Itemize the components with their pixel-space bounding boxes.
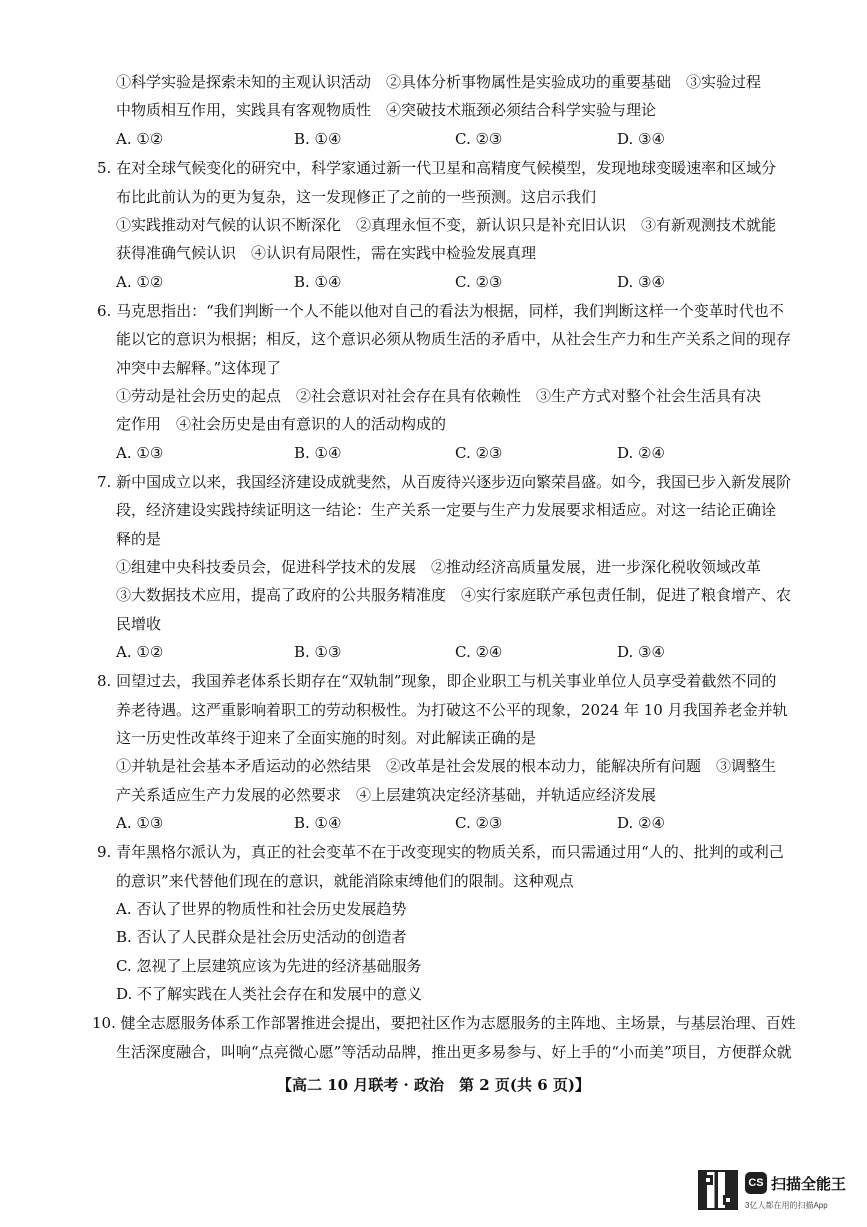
q8-stem-line-3: 这一历史性改革终于迎来了全面实施的时刻。对此解读正确的是 — [116, 729, 537, 747]
q7-option-d: D. ③④ — [617, 643, 665, 661]
q7-option-c: C. ②④ — [455, 643, 503, 661]
q8-statement-line-1: ①并轨是社会基本矛盾运动的必然结果 ②改革是社会发展的根本动力，能解决所有问题 ③调整生 — [116, 757, 777, 775]
q6-statement-line-1: ①劳动是社会历史的起点 ②社会意识对社会存在具有依赖性 ③生产方式对整个社会生活具有决 — [116, 387, 762, 405]
app-name: 扫描全能王 — [771, 1176, 847, 1193]
q4-option-d: D. ③④ — [617, 130, 665, 148]
q5-option-d: D. ③④ — [617, 273, 665, 291]
q4-option-b: B. ①④ — [294, 130, 342, 148]
q8-option-d: D. ②④ — [617, 814, 665, 832]
q5-option-c: C. ②③ — [455, 273, 503, 291]
q7-stem-line-3: 释的是 — [116, 530, 162, 548]
q5-option-b: B. ①④ — [294, 273, 342, 291]
q6-option-a: A. ①③ — [116, 444, 164, 462]
q7-stem-line-1: 7. 新中国成立以来，我国经济建设成就斐然，从百废待兴逐步迈向繁荣昌盛。如今，我国已步入新发展阶 — [97, 473, 792, 491]
q4-statement-line-2: 中物质相互作用，实践具有客观物质性 ④突破技术瓶颈必须结合科学实验与理论 — [116, 101, 657, 119]
q8-stem-line-1: 8. 回望过去，我国养老体系长期存在“双轨制”现象，即企业职工与机关事业单位人员享受着截然不同的 — [97, 672, 777, 690]
q5-options — [116, 272, 851, 292]
q4-options — [116, 129, 851, 149]
q9-option-a: A. 否认了世界的物质性和社会历史发展趋势 — [116, 900, 407, 918]
q9-option-d: D. 不了解实践在人类社会存在和发展中的意义 — [116, 985, 423, 1003]
q10-stem-line-2: 生活深度融合，叫响“点亮微心愿”等活动品牌，推出更多易参与、好上手的“小而美”项目，方便群众就 — [116, 1043, 792, 1061]
q9-stem-line-2: 的意识”来代替他们现在的意识，就能消除束缚他们的限制。这种观点 — [116, 872, 574, 890]
q8-option-c: C. ②③ — [455, 814, 503, 832]
q5-statement-line-2: 获得准确气候认识 ④认识有局限性，需在实践中检验发展真理 — [116, 244, 537, 262]
q6-statement-line-2: 定作用 ④社会历史是由有意识的人的活动构成的 — [116, 415, 447, 433]
q9-option-b: B. 否认了人民群众是社会历史活动的创造者 — [116, 928, 407, 946]
q8-stem-line-2: 养老待遇。这严重影响着职工的劳动积极性。为打破这不公平的现象，2024 年 10 月我国养老金并轨 — [116, 701, 788, 719]
q5-option-a: A. ①② — [116, 273, 164, 291]
camscanner-logo: CS — [745, 1172, 767, 1194]
q8-option-a: A. ①③ — [116, 814, 164, 832]
qr-code-icon — [698, 1170, 738, 1210]
q10-stem-line-1: 10. 健全志愿服务体系工作部署推进会提出，要把社区作为志愿服务的主阵地、主场景，与基层治理、百姓 — [92, 1014, 796, 1032]
q7-statement-line-2: ③大数据技术应用，提高了政府的公共服务精准度 ④实行家庭联产承包责任制，促进了粮食增产、农 — [116, 586, 792, 604]
q4-option-a: A. ①② — [116, 130, 164, 148]
q4-statement-line-1: ①科学实验是探索未知的主观认识活动 ②具体分析事物属性是实验成功的重要基础 ③实验过程 — [116, 73, 762, 91]
q8-options — [116, 813, 851, 833]
q5-statement-line-1: ①实践推动对气候的认识不断深化 ②真理永恒不变，新认识只是补充旧认识 ③有新观测技术就能 — [116, 216, 777, 234]
q7-statement-line-3: 民增收 — [116, 615, 162, 633]
q6-options — [116, 443, 851, 463]
q9-option-c: C. 忽视了上层建筑应该为先进的经济基础服务 — [116, 957, 422, 975]
q6-option-d: D. ②④ — [617, 444, 665, 462]
q6-stem-line-2: 能以它的意识为根据；相反，这个意识必须从物质生活的矛盾中，从社会生产力和生产关系之间的现存 — [116, 330, 792, 348]
q6-option-c: C. ②③ — [455, 444, 503, 462]
q8-statement-line-2: 产关系适应生产力发展的必然要求 ④上层建筑决定经济基础，并轨适应经济发展 — [116, 786, 657, 804]
q7-option-b: B. ①③ — [294, 643, 342, 661]
q4-option-c: C. ②③ — [455, 130, 503, 148]
q6-option-b: B. ①④ — [294, 444, 342, 462]
q5-stem-line-2: 布比此前认为的更为复杂，这一发现修正了之前的一些预测。这启示我们 — [116, 188, 597, 206]
page-footer: 【高二 10 月联考 · 政治 第 2 页(共 6 页)】 — [277, 1076, 590, 1094]
q9-stem-line-1: 9. 青年黑格尔派认为，真正的社会变革不在于改变现实的物质关系，而只需通过用“人的、批判的或利己 — [97, 843, 784, 861]
q7-options — [116, 642, 851, 662]
q5-stem-line-1: 5. 在对全球气候变化的研究中，科学家通过新一代卫星和高精度气候模型，发现地球变暖速率和区域分 — [97, 159, 777, 177]
q7-stem-line-2: 段，经济建设实践持续证明这一结论：生产关系一定要与生产力发展要求相适应。对这一结论正确诠 — [116, 501, 777, 519]
q7-option-a: A. ①② — [116, 643, 164, 661]
app-tagline: 3亿人都在用的扫描App — [745, 1201, 828, 1210]
q6-stem-line-3: 冲突中去解释。”这体现了 — [116, 359, 282, 377]
q8-option-b: B. ①④ — [294, 814, 342, 832]
q7-statement-line-1: ①组建中央科技委员会，促进科学技术的发展 ②推动经济高质量发展，进一步深化税收领域改革 — [116, 558, 762, 576]
q6-stem-line-1: 6. 马克思指出：“我们判断一个人不能以他对自己的看法为根据，同样，我们判断这样一个变革时代也不 — [97, 302, 784, 320]
